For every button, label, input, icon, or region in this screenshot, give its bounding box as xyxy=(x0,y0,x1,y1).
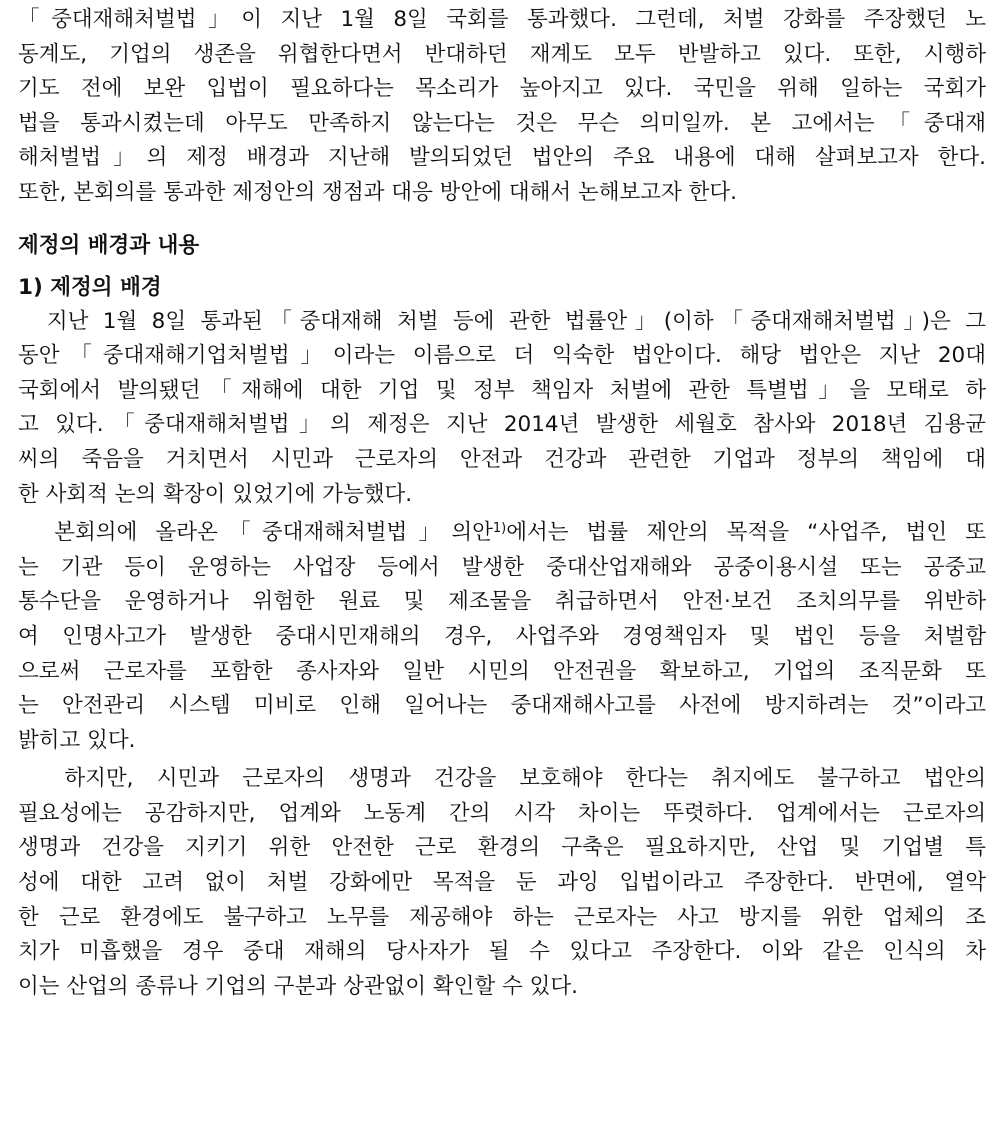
text-line: 해처벌법」의 제정 배경과 지난해 발의되었던 법안의 주요 내용에 대해 살펴보고자 한다. xyxy=(18,145,986,171)
text-line: 국회에서 발의됐던「재해에 대한 기업 및 정부 책임자 처벌에 관한 특별법」을 모태로 하 xyxy=(18,377,986,403)
body-paragraph xyxy=(18,762,986,1004)
text-line: 으로써 근로자를 포함한 종사자와 일반 시민의 안전권을 확보하고, 기업의 조직문화 또 xyxy=(18,658,986,684)
text-line: 하지만, 시민과 근로자의 생명과 건강을 보호해야 한다는 취지에도 불구하고 법안의 xyxy=(64,766,986,792)
text-line: 는 안전관리 시스템 미비로 인해 일어나는 중대재해사고를 사전에 방지하려는 것”이라고 xyxy=(18,693,986,719)
text-line: 통수단을 운영하거나 위험한 원료 및 제조물을 취급하면서 안전·보건 조치의무를 위반하 xyxy=(18,589,986,615)
text-line: 생명과 건강을 지키기 위한 안전한 근로 환경의 구축은 필요하지만, 산업 및 기업별 특 xyxy=(18,835,986,861)
text-line: 법을 통과시켰는데 아무도 만족하지 않는다는 것은 무슨 의미일까. 본 고에서는「중대재 xyxy=(18,110,986,136)
text-line: 동계도, 기업의 생존을 위협한다면서 반대하던 재계도 모두 반발하고 있다. 또한, 시행하 xyxy=(18,41,986,67)
text-line: 지난 1월 8일 통과된「중대재해 처벌 등에 관한 법률안」(이하「중대재해처벌법」)은 그 xyxy=(46,308,986,334)
text-line: 는 기관 등이 운영하는 사업장 등에서 발생한 중대산업재해와 공중이용시설 또는 공중교 xyxy=(18,554,986,580)
text-line: 여 인명사고가 발생한 중대시민재해의 경우, 사업주와 경영책임자 및 법인 등을 처벌함 xyxy=(18,623,986,649)
body-paragraph xyxy=(18,516,986,758)
text-line: 씨의 죽음을 거치면서 시민과 근로자의 안전과 건강과 관련한 기업과 정부의 책임에 대 xyxy=(18,446,986,472)
text-line: 동안「중대재해기업처벌법」이라는 이름으로 더 익숙한 법안이다. 해당 법안은 지난 20대 xyxy=(18,343,986,369)
text-line: 고 있다.「중대재해처벌법」의 제정은 지난 2014년 발생한 세월호 참사와 2018년 김용균 xyxy=(18,412,986,438)
intro-paragraph xyxy=(18,0,986,211)
text-line: 치가 미흡했을 경우 중대 재해의 당사자가 될 수 있다고 주장한다. 이와 같은 인식의 차 xyxy=(18,939,986,965)
text-line: 「중대재해처벌법」이 지난 1월 8일 국회를 통과했다. 그런데, 처벌 강화를 주장했던 노 xyxy=(18,7,986,32)
text-line: 기도 전에 보완 입법이 필요하다는 목소리가 높아지고 있다. 국민을 위해 일하는 국회가 xyxy=(18,76,986,102)
subsection-title: 1) 제정의 배경 xyxy=(18,274,162,300)
text-line: 한 근로 환경에도 불구하고 노무를 제공해야 하는 근로자는 사고 방지를 위한 업체의 조 xyxy=(18,904,986,930)
text-line: 밝히고 있다. xyxy=(18,727,136,753)
text-line: 필요성에는 공감하지만, 업계와 노동계 간의 시각 차이는 뚜렷하다. 업계에서는 근로자의 xyxy=(18,800,986,826)
text-line: 성에 대한 고려 없이 처벌 강화에만 목적을 둔 과잉 입법이라고 주장한다. 반면에, 열악 xyxy=(18,870,986,896)
footnote-mark[interactable]: 1) xyxy=(492,521,507,537)
section-title: 제정의 배경과 내용 xyxy=(18,232,200,258)
text-line: 본회의에 올라온「중대재해처벌법」의안$^{1)}$에서는 법률 제안의 목적을 “사업주, 법인 또 xyxy=(54,520,986,546)
body-paragraph xyxy=(18,305,986,513)
text-line: 또한, 본회의를 통과한 제정안의 쟁점과 대응 방안에 대해서 논해보고자 한다. xyxy=(18,179,738,205)
text-line: 이는 산업의 종류나 기업의 구분과 상관없이 확인할 수 있다. xyxy=(18,973,578,999)
text-line: 한 사회적 논의 확장이 있었기에 가능했다. xyxy=(18,481,413,507)
